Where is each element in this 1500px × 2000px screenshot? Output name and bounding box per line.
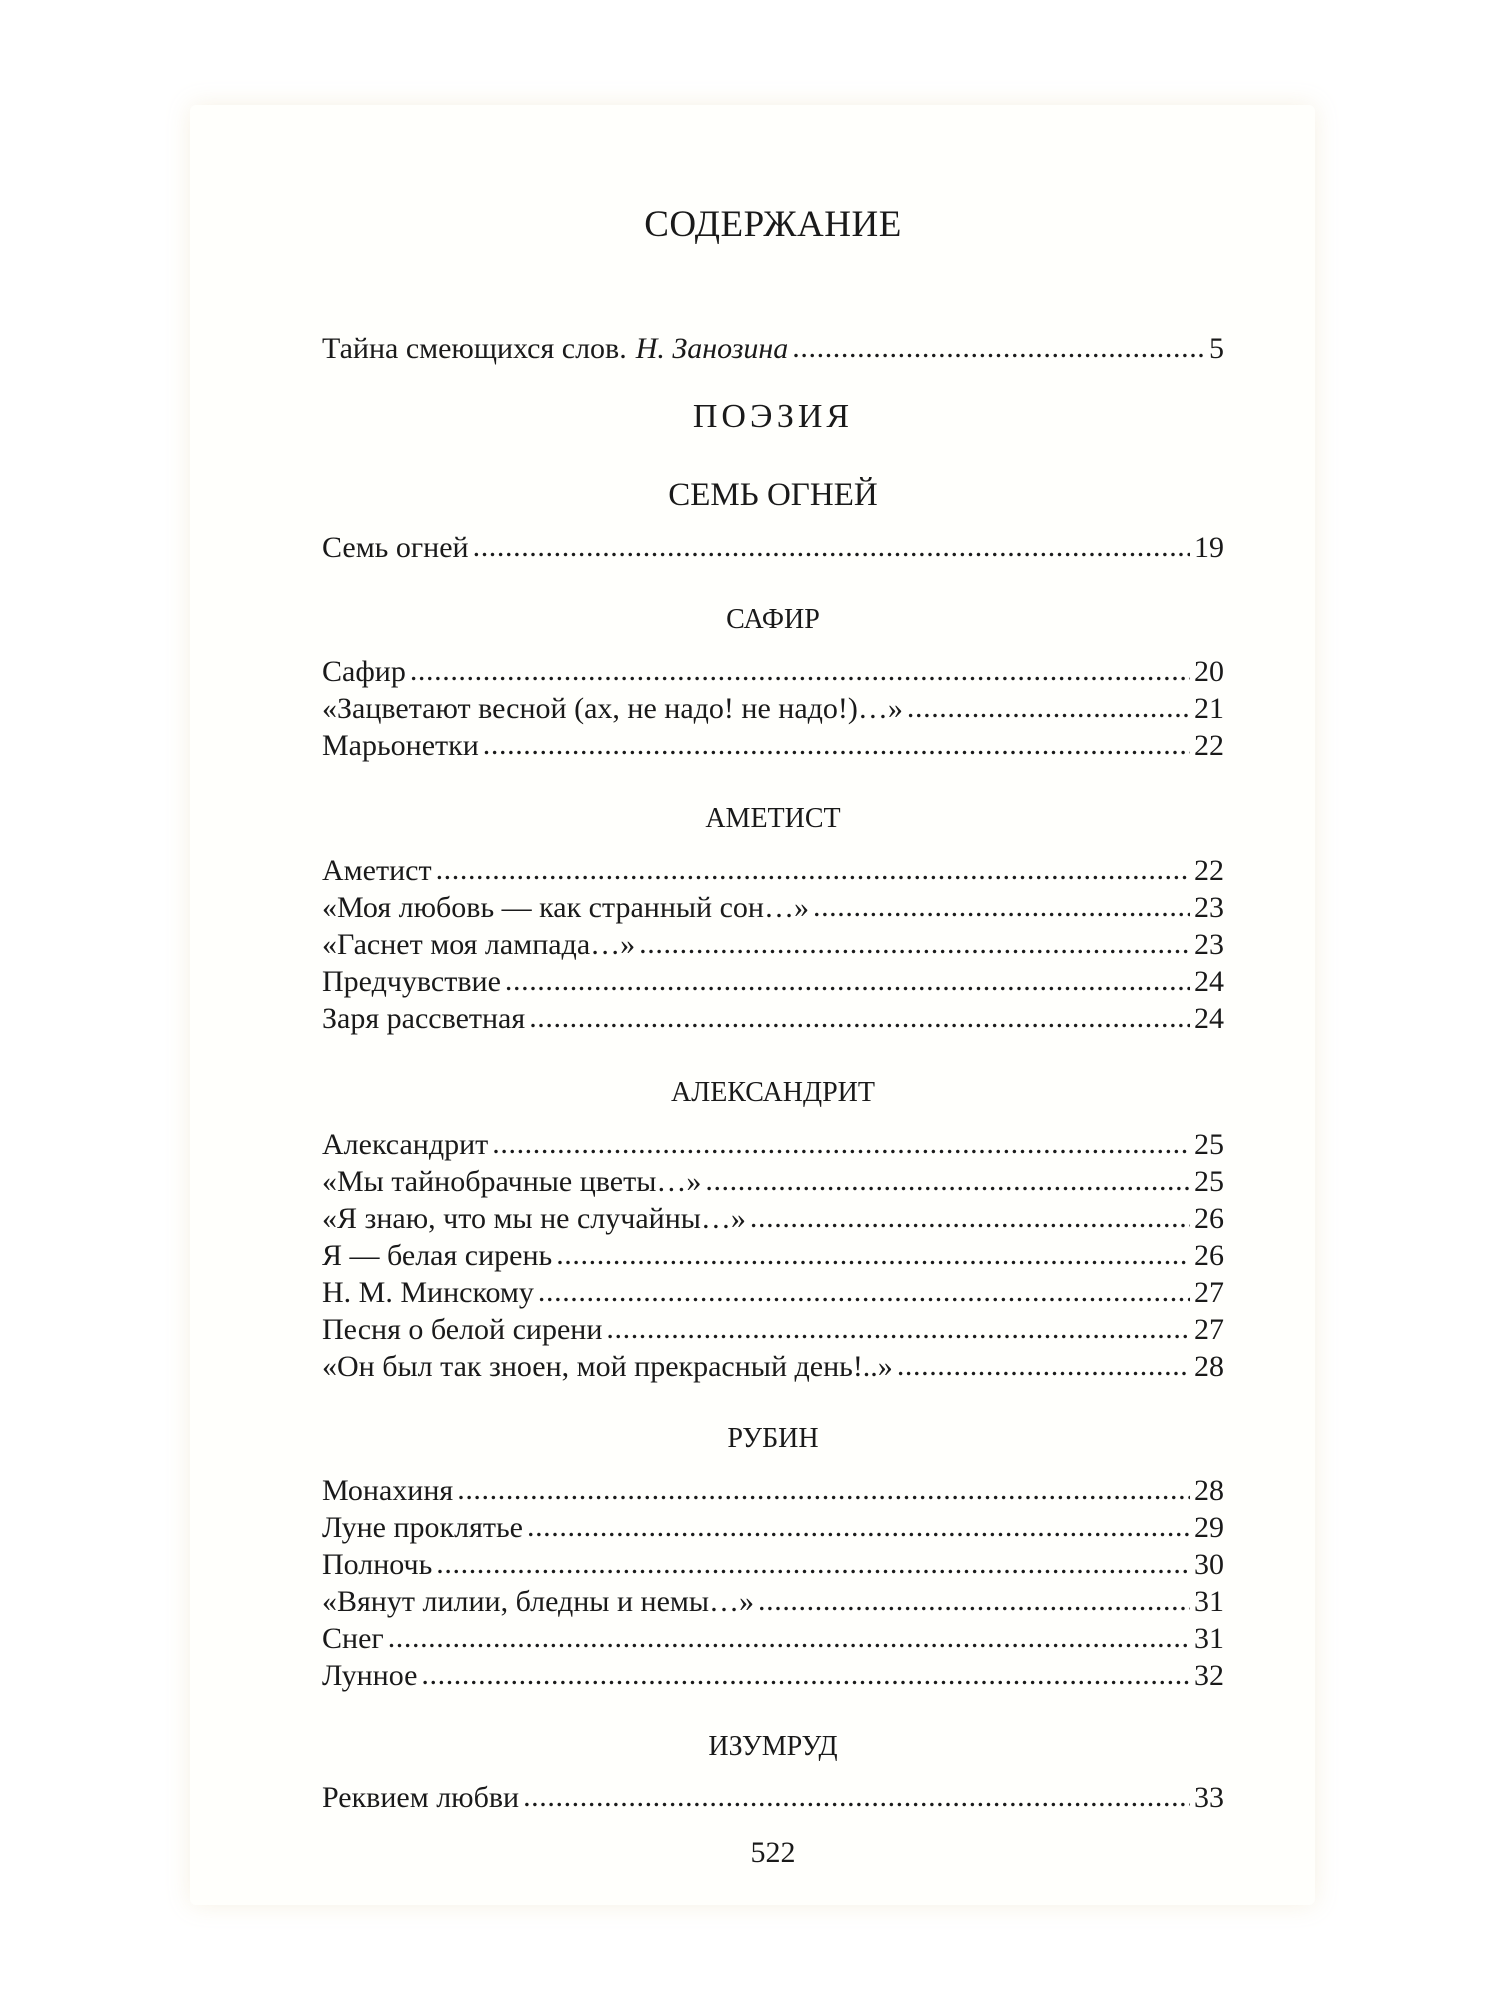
toc-entry[interactable] — [322, 1237, 1224, 1274]
toc-leader-dots — [410, 652, 1190, 689]
toc-entry-title: Реквием любви — [322, 1781, 520, 1814]
toc-entry-title: Александрит — [322, 1128, 489, 1161]
toc-entry[interactable] — [322, 1509, 1224, 1546]
toc-leader-dots — [436, 1545, 1190, 1582]
toc-entry-title: «Зацветают весной (ах, не надо! не надо!)…» — [322, 692, 903, 725]
toc-entry[interactable] — [322, 1583, 1224, 1620]
toc-leader-dots — [388, 1619, 1190, 1656]
toc-entry-title: Н. М. Минскому — [322, 1276, 534, 1309]
toc-leader-dots — [556, 1236, 1190, 1273]
toc-entry-page: 32 — [1194, 1659, 1224, 1692]
toc-entry-page: 31 — [1194, 1585, 1224, 1618]
toc-leader-dots — [473, 528, 1190, 565]
toc-entry[interactable] — [322, 889, 1224, 926]
toc-entry-page: 33 — [1194, 1781, 1224, 1814]
toc-entry[interactable] — [322, 1546, 1224, 1583]
toc-entry-page: 29 — [1194, 1511, 1224, 1544]
toc-entry-title: «Гаснет моя лампада…» — [322, 928, 636, 961]
toc-leader-dots — [705, 1162, 1190, 1199]
toc-entry-title: Снег — [322, 1622, 384, 1655]
toc-entry[interactable] — [322, 1000, 1224, 1037]
toc-entry-page: 22 — [1194, 854, 1224, 887]
toc-leader-dots — [436, 851, 1190, 888]
toc-entry-title: «Мы тайнобрачные цветы…» — [322, 1165, 702, 1198]
toc-entry[interactable] — [322, 1657, 1224, 1694]
toc-leader-dots — [492, 1125, 1190, 1162]
toc-leader-dots — [792, 329, 1205, 366]
toc-entry[interactable] — [322, 1163, 1224, 1200]
toc-entry-page: 24 — [1194, 965, 1224, 998]
toc-leader-dots — [813, 888, 1190, 925]
section-title: ПОЭЗИЯ — [692, 398, 854, 435]
toc-entry-page: 28 — [1194, 1350, 1224, 1383]
toc-entry-title: Предчувствие — [322, 965, 501, 998]
group-title: РУБИН — [727, 1423, 819, 1454]
toc-entry-title: «Я знаю, что мы не случайны…» — [322, 1202, 746, 1235]
toc-entry[interactable] — [322, 1779, 1224, 1816]
toc-entry-page: 28 — [1194, 1474, 1224, 1507]
toc-entry-title: «Вянут лилии, бледны и немы…» — [322, 1585, 755, 1618]
toc-entry-page: 26 — [1194, 1239, 1224, 1272]
toc-entry-page: 5 — [1209, 332, 1224, 365]
page-number: 522 — [750, 1836, 796, 1869]
toc-entry[interactable] — [322, 1348, 1224, 1385]
page-title: СОДЕРЖАНИЕ — [644, 204, 902, 245]
toc-entry-page: 22 — [1194, 729, 1224, 762]
toc-entry-page: 25 — [1194, 1165, 1224, 1198]
toc-leader-dots — [523, 1778, 1190, 1815]
toc-entry-page: 26 — [1194, 1202, 1224, 1235]
toc-entry-title: Марьонетки — [322, 729, 479, 762]
toc-entry-page: 27 — [1194, 1276, 1224, 1309]
toc-entry-title: Семь огней — [322, 531, 469, 564]
toc-entry-page: 23 — [1194, 928, 1224, 961]
toc-entry-title: Заря рассветная — [322, 1002, 526, 1035]
group-title: ИЗУМРУД — [708, 1731, 838, 1762]
toc-leader-dots — [750, 1199, 1190, 1236]
toc-entry[interactable] — [322, 1274, 1224, 1311]
toc-entry-title: «Моя любовь — как странный сон…» — [322, 891, 809, 924]
toc-leader-dots — [907, 689, 1190, 726]
toc-entry-title: Луне проклятье — [322, 1511, 523, 1544]
toc-entry-page: 25 — [1194, 1128, 1224, 1161]
toc-entry[interactable] — [322, 1200, 1224, 1237]
group-title: АЛЕКСАНДРИТ — [670, 1077, 875, 1108]
toc-entry-page: 27 — [1194, 1313, 1224, 1346]
toc-leader-dots — [529, 999, 1190, 1036]
toc-entry-page: 31 — [1194, 1622, 1224, 1655]
toc-entry-title: Аметист — [322, 854, 432, 887]
group-title: САФИР — [726, 604, 820, 635]
toc-leader-dots — [505, 962, 1190, 999]
toc-entry[interactable] — [322, 727, 1224, 764]
toc-entry-page: 19 — [1194, 531, 1224, 564]
toc-entry-title: Монахиня — [322, 1474, 454, 1507]
toc-entry-title: «Он был так зноен, мой прекрасный день!..» — [322, 1350, 893, 1383]
toc-entry-page: 21 — [1194, 692, 1224, 725]
toc-entry[interactable] — [322, 1126, 1224, 1163]
toc-entry-author: Н. Занозина — [635, 332, 789, 365]
toc-entry[interactable] — [322, 653, 1224, 690]
toc-leader-dots — [457, 1471, 1190, 1508]
group-title: АМЕТИСТ — [705, 803, 841, 834]
toc-entry-intro[interactable] — [322, 330, 1224, 367]
toc-entry-page: 24 — [1194, 1002, 1224, 1035]
toc-entry[interactable] — [322, 1472, 1224, 1509]
toc-entry[interactable] — [322, 963, 1224, 1000]
toc-leader-dots — [897, 1347, 1190, 1384]
toc-leader-dots — [483, 726, 1190, 763]
toc-entry-page: 20 — [1194, 655, 1224, 688]
toc-entry-title: Сафир — [322, 655, 406, 688]
toc-leader-dots — [538, 1273, 1190, 1310]
toc-entry-title: Лунное — [322, 1659, 418, 1692]
toc-leader-dots — [758, 1582, 1190, 1619]
toc-entry[interactable] — [322, 926, 1224, 963]
toc-entry-title: Тайна смеющихся слов. — [322, 332, 627, 365]
toc-entry-title: Я — белая сирень — [322, 1239, 553, 1272]
toc-entry-title: Полночь — [322, 1548, 433, 1581]
toc-entry-title: Песня о белой сирени — [322, 1313, 603, 1346]
group-title: СЕМЬ ОГНЕЙ — [668, 477, 878, 513]
toc-leader-dots — [606, 1310, 1190, 1347]
toc-leader-dots — [527, 1508, 1190, 1545]
toc-entry[interactable] — [322, 529, 1224, 566]
toc-leader-dots — [421, 1656, 1190, 1693]
toc-leader-dots — [639, 925, 1190, 962]
toc-entry[interactable] — [322, 852, 1224, 889]
toc-entry[interactable] — [322, 1311, 1224, 1348]
toc-entry[interactable] — [322, 690, 1224, 727]
toc-entry[interactable] — [322, 1620, 1224, 1657]
toc-entry-page: 23 — [1194, 891, 1224, 924]
toc-entry-page: 30 — [1194, 1548, 1224, 1581]
